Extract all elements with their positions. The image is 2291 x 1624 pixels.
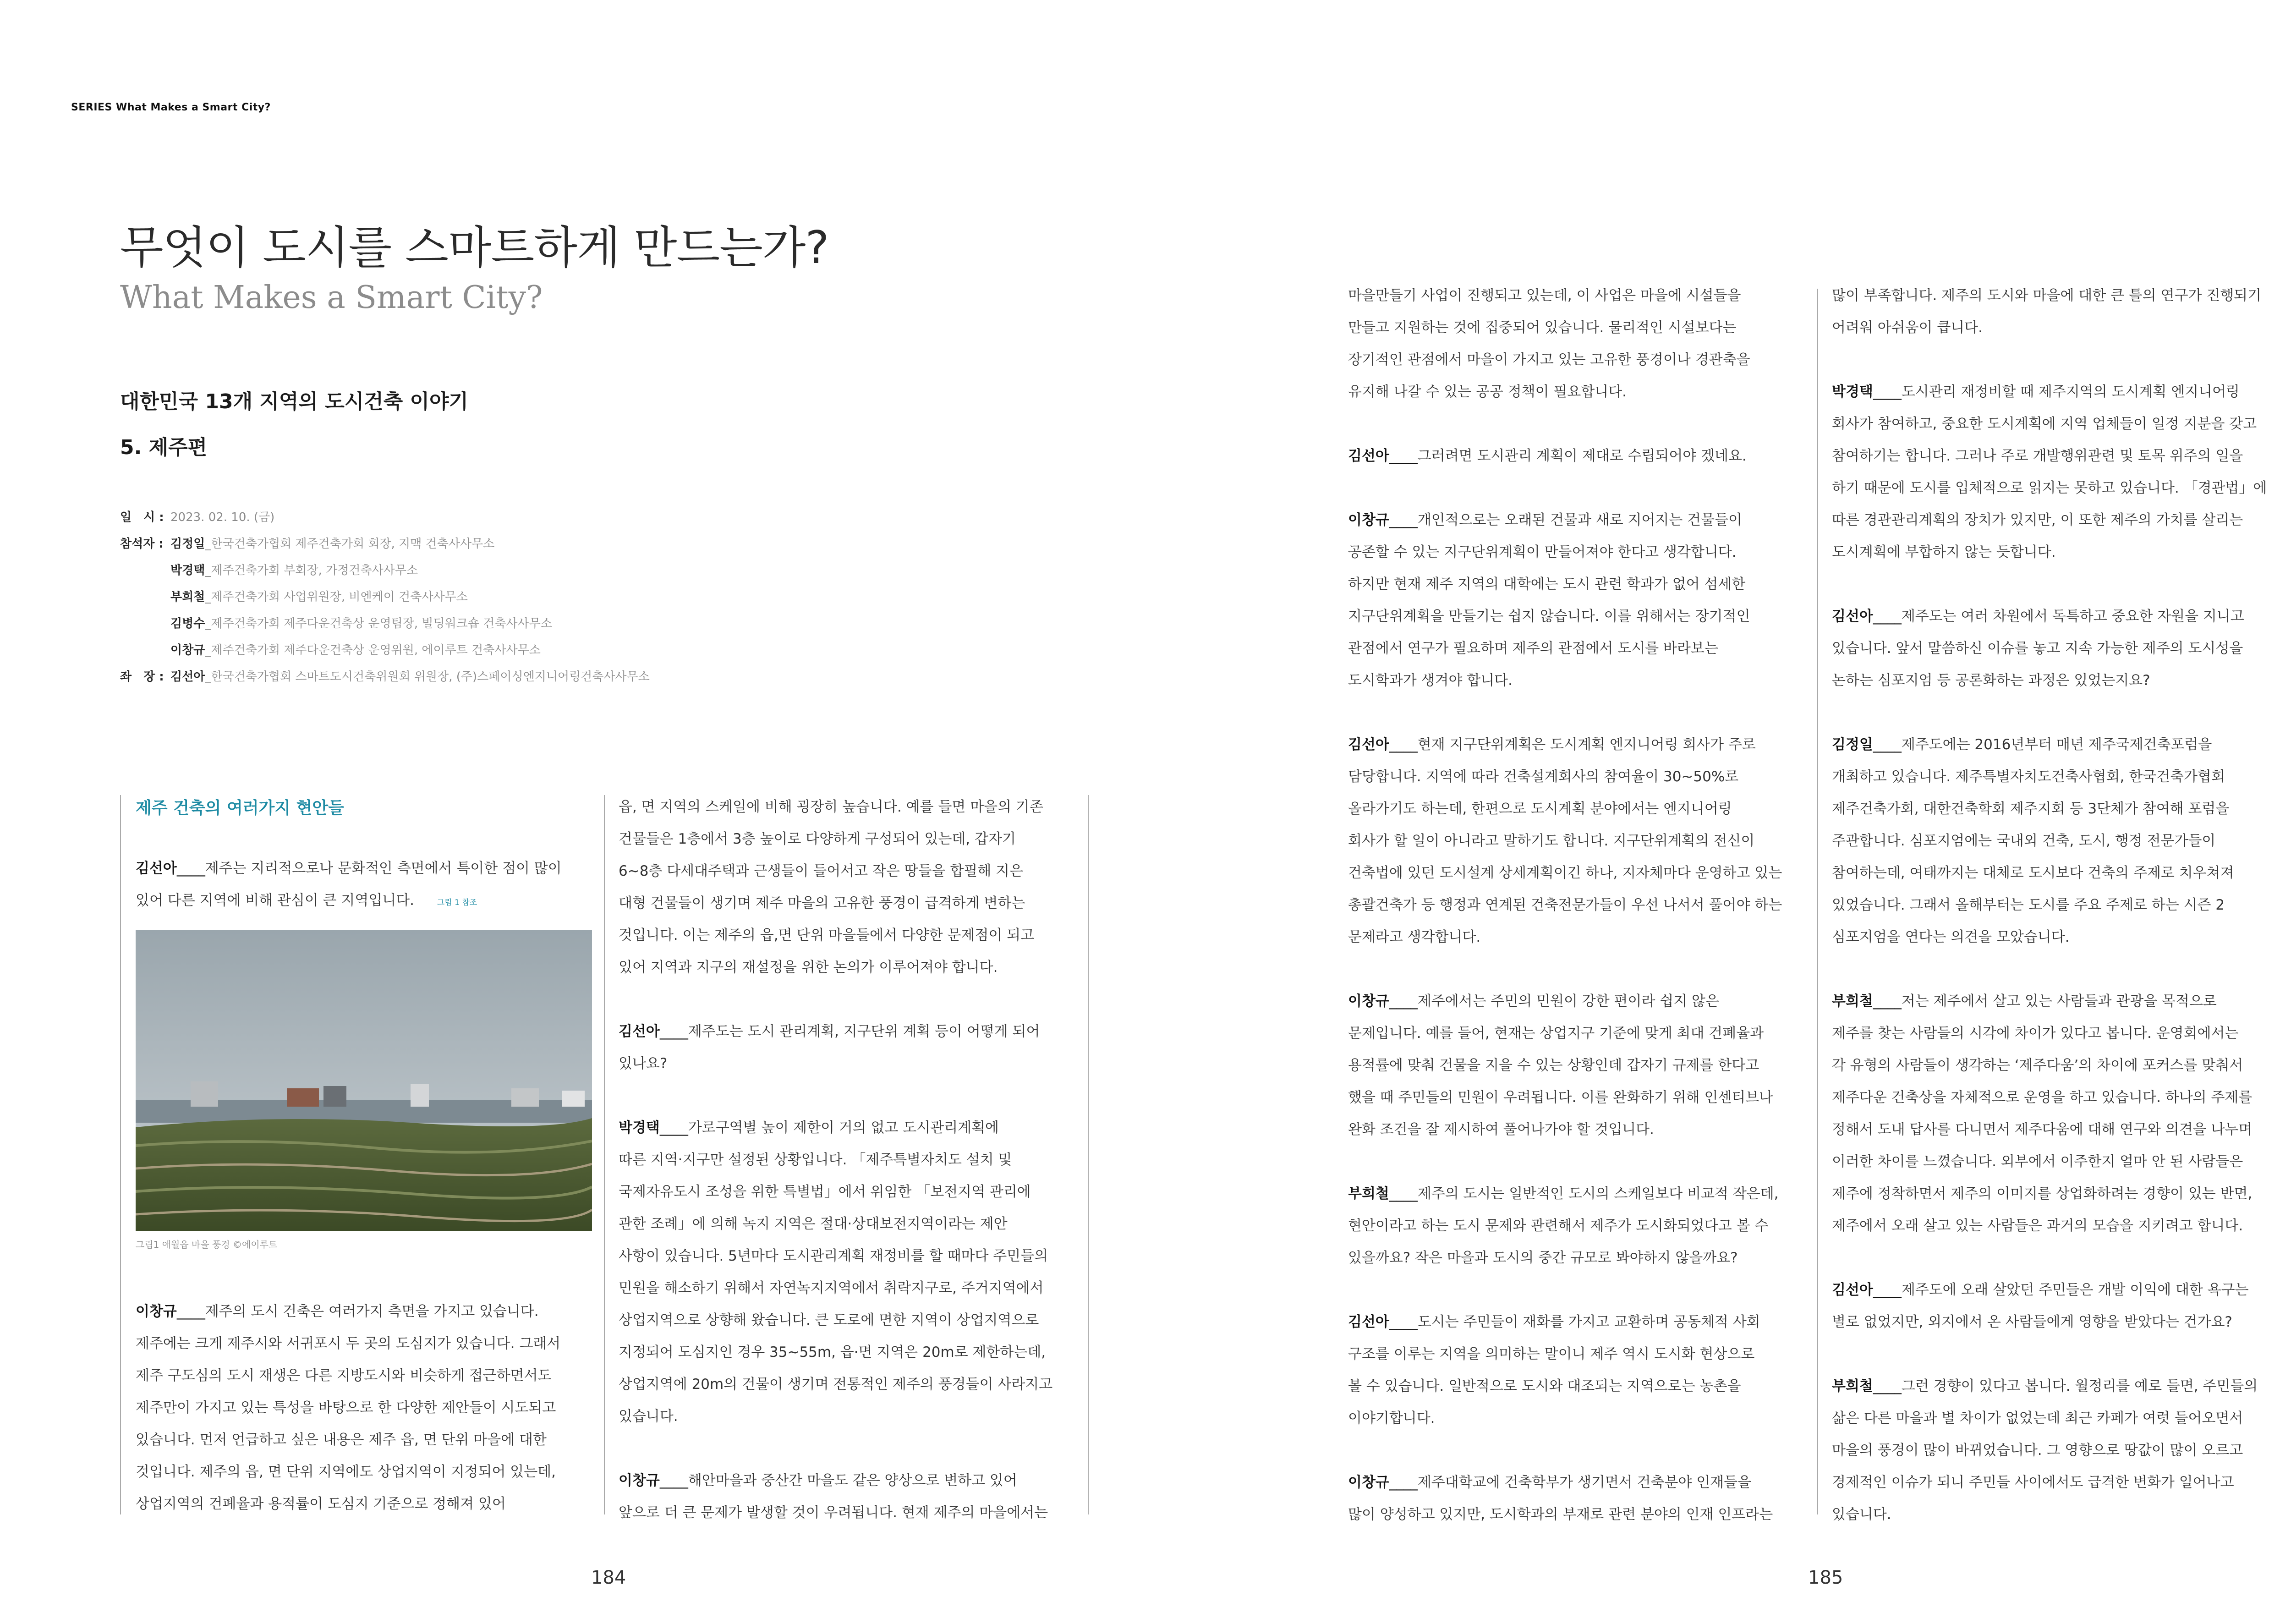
speaker-name: 부희철	[1348, 1185, 1389, 1202]
paragraph-gap	[619, 1080, 1052, 1112]
line-text: 정해서 도내 답사를 다니면서 제주다움에 대해 연구와 의견을 나누며	[1832, 1121, 2253, 1138]
line-text: 올라가기도 하는데, 한편으로 도시계획 분야에서는 엔지니어링	[1348, 801, 1732, 817]
line-text: 마을만들기 사업이 진행되고 있는데, 이 사업은 마을에 시설들을	[1348, 287, 1741, 304]
line-text: 주관합니다. 심포지엄에는 국내외 건축, 도시, 행정 전문가들이	[1832, 833, 2216, 849]
line-text: 지구단위계획을 만들기는 쉽지 않습니다. 이를 위해서는 장기적인	[1348, 608, 1750, 625]
line-text: 저는 제주에서 살고 있는 사람들과 관광을 목적으로	[1901, 993, 2217, 1010]
speaker-dash: ____	[1873, 993, 1902, 1010]
text-line	[1348, 1049, 1782, 1081]
line-text: 참여하는데, 여태까지는 대체로 도시보다 건축의 주제로 치우쳐져	[1832, 865, 2234, 881]
text-line	[1832, 1049, 2267, 1081]
figure-reference: 그림 1 참조	[437, 898, 477, 907]
line-text: 제주에 정착하면서 제주의 이미지를 상업화하려는 경향이 있는 반면,	[1832, 1185, 2253, 1202]
line-text: 있습니다.	[1832, 1506, 1891, 1523]
paragraph-gap	[1348, 953, 1782, 985]
line-text: 볼 수 있습니다. 일반적으로 도시와 대조되는 지역으로는 농촌을	[1348, 1378, 1741, 1394]
text-line	[136, 884, 562, 916]
line-text: 제주에서는 주민의 민원이 강한 편이라 쉽지 않은	[1417, 993, 1719, 1010]
paragraph-gap	[1832, 953, 2267, 985]
line-text: 그러려면 도시관리 계획이 제대로 수립되어야 겠네요.	[1417, 448, 1747, 464]
column-4	[1832, 280, 2267, 1531]
column-1-bottom	[136, 1295, 560, 1520]
line-text: 있습니다.	[619, 1408, 678, 1425]
text-line	[619, 887, 1052, 919]
column-rule	[604, 795, 605, 1514]
column-1-top	[136, 852, 562, 916]
participant-name: 부희철	[170, 590, 205, 604]
paragraph-gap	[1348, 1434, 1782, 1466]
moderator-name: 김선아	[170, 670, 205, 684]
text-line	[1832, 376, 2267, 408]
meta-participant-row	[120, 557, 650, 584]
line-text: 개최하고 있습니다. 제주특별자치도건축사협회, 한국건축가협회	[1832, 768, 2225, 785]
date-value: 2023. 02. 10. (금)	[170, 510, 275, 524]
line-text: 만들고 지원하는 것에 집중되어 있습니다. 물리적인 시설보다는	[1348, 319, 1737, 336]
line-text: 있습니다. 앞서 말씀하신 이슈를 놓고 지속 가능한 제주의 도시성을	[1832, 640, 2243, 657]
subtitle-series: 대한민국 13개 지역의 도시건축 이야기	[120, 390, 469, 413]
line-text: 현재 지구단위계획은 도시계획 엔지니어링 회사가 주로	[1417, 736, 1756, 753]
text-line	[1832, 1114, 2267, 1146]
text-line	[1832, 857, 2267, 889]
line-text: 있었습니다. 그래서 올해부터는 도시를 주요 주제로 하는 시즌 2	[1832, 897, 2225, 913]
line-text: 많이 양성하고 있지만, 도시학과의 부재로 관련 분야의 인재 인프라는	[1348, 1506, 1773, 1523]
line-text: 완화 조건을 잘 제시하여 풀어나가야 할 것입니다.	[1348, 1121, 1654, 1138]
page-title-english: What Makes a Smart City?	[120, 280, 543, 316]
text-line	[1832, 504, 2267, 536]
participants-label: 참석자 :	[120, 537, 164, 551]
line-text: 사항이 있습니다. 5년마다 도시관리계획 재정비를 할 때마다 주민들의	[619, 1248, 1048, 1264]
text-line	[1348, 793, 1782, 825]
text-line	[1832, 1146, 2267, 1178]
meta-info	[120, 504, 650, 690]
line-text: 관한 조례」에 의해 녹지 지역은 절대·상대보전지역이라는 제안	[619, 1216, 1008, 1232]
speaker-name: 박경택	[1832, 384, 1873, 400]
text-line	[619, 1144, 1052, 1176]
text-line	[619, 791, 1052, 823]
line-text: 심포지엄을 연다는 의견을 모았습니다.	[1832, 929, 2070, 945]
paragraph-gap	[1832, 568, 2267, 600]
text-line	[1348, 1498, 1782, 1531]
line-text: 도시관리 재정비할 때 제주지역의 도시계획 엔지니어링	[1901, 384, 2240, 400]
text-line	[1348, 921, 1782, 953]
meta-participant-row	[120, 610, 650, 637]
speaker-dash: ____	[1389, 512, 1418, 528]
participant-affiliation: _한국건축가협회 제주건축가회 회장, 지맥 건축사사무소	[205, 537, 495, 551]
speaker-name: 박경택	[619, 1119, 660, 1136]
line-text: 별로 없었지만, 외지에서 온 사람들에게 영향을 받았다는 건가요?	[1832, 1314, 2232, 1330]
speaker-dash: ____	[1389, 1185, 1418, 1202]
participant-name: 이창규	[170, 643, 205, 657]
line-text: 있어 다른 지역에 비해 관심이 큰 지역입니다.	[136, 892, 415, 909]
running-header	[71, 102, 271, 113]
line-text: 제주도에 오래 살았던 주민들은 개발 이익에 대한 욕구는	[1901, 1282, 2249, 1298]
speaker-dash: ____	[1389, 736, 1418, 753]
text-line	[619, 1400, 1052, 1432]
text-line	[619, 1240, 1052, 1272]
speaker-dash: ____	[1389, 1314, 1418, 1330]
line-text: 지정되어 도심지인 경우 35~55m, 읍·면 지역은 20m로 제한하는데,	[619, 1344, 1046, 1361]
paragraph-gap	[619, 1432, 1052, 1465]
line-text: 회사가 참여하고, 중요한 도시계획에 지역 업체들이 일정 지분을 갖고	[1832, 416, 2257, 432]
text-line	[619, 1368, 1052, 1400]
text-line	[1832, 408, 2267, 440]
text-line	[619, 1304, 1052, 1336]
text-line	[1832, 1017, 2267, 1049]
column-rule	[120, 795, 121, 1514]
line-text: 총괄건축가 등 행정과 연계된 건축전문가들이 우선 나서서 풀어야 하는	[1348, 897, 1782, 913]
speaker-name: 김선아	[1348, 448, 1389, 464]
participant-affiliation: _제주건축가회 부회장, 가정건축사사무소	[205, 564, 418, 577]
speaker-dash: ____	[659, 1023, 688, 1040]
line-text: 삶은 다른 마을과 별 차이가 없었는데 최근 카페가 여럿 들어오면서	[1832, 1410, 2243, 1426]
moderator-affiliation: _한국건축가협회 스마트도시건축위원회 위원장, (주)스페이싱엔지니어링건축사사무소	[205, 670, 650, 684]
moderator-label: 좌 장 :	[120, 670, 164, 684]
text-line	[619, 1272, 1052, 1304]
line-text: 담당합니다. 지역에 따라 건축설계회사의 참여율이 30~50%로	[1348, 768, 1739, 785]
text-line: 것입니다. 제주의 읍, 면 단위 지역에도 상업지역이 지정되어 있는데,	[136, 1464, 556, 1480]
line-text: 현안이라고 하는 도시 문제와 관련해서 제주가 도시화되었다고 볼 수	[1348, 1218, 1769, 1234]
text-line	[1348, 761, 1782, 793]
speaker-dash: ____	[1873, 1378, 1902, 1394]
line-text: 그런 경향이 있다고 봅니다. 월정리를 예로 들면, 주민들의	[1901, 1378, 2258, 1394]
line-text: 문제입니다. 예를 들어, 현재는 상업지구 기준에 맞게 최대 건폐율과	[1348, 1025, 1764, 1042]
line-text: 문제라고 생각합니다.	[1348, 929, 1481, 945]
speaker-dash: ____	[1389, 448, 1418, 464]
text-line	[619, 855, 1052, 887]
line-text: 건물들은 1층에서 3층 높이로 다양하게 구성되어 있는데, 갑자기	[619, 831, 1016, 847]
text-line	[1832, 1210, 2267, 1242]
text-line: 있습니다. 먼저 언급하고 싶은 내용은 제주 읍, 면 단위 마을에 대한	[136, 1432, 547, 1448]
speaker-name: 김선아	[1348, 736, 1389, 753]
line-text: 경제적인 이슈가 되니 주민들 사이에서도 급격한 변화가 일어나고	[1832, 1474, 2234, 1491]
date-label: 일 시 :	[120, 510, 164, 524]
text-line	[1832, 1274, 2267, 1306]
line-text: 공존할 수 있는 지구단위계획이 만들어져야 한다고 생각합니다.	[1348, 544, 1737, 560]
text-line	[1832, 793, 2267, 825]
line-text: 마을의 풍경이 많이 바뀌었습니다. 그 영향으로 땅값이 많이 오르고	[1832, 1442, 2243, 1459]
line-text: 많이 부족합니다. 제주의 도시와 마을에 대한 큰 틀의 연구가 진행되기	[1832, 287, 2262, 304]
paragraph-gap	[1832, 697, 2267, 729]
text-line	[619, 1497, 1052, 1529]
text-line	[1832, 921, 2267, 953]
line-text: 있을까요? 작은 마을과 도시의 중간 규모로 봐야하지 않을까요?	[1348, 1250, 1738, 1266]
text-line	[1348, 825, 1782, 857]
text-line	[1348, 440, 1782, 472]
text-line	[1348, 504, 1782, 536]
line-text: 구조를 이루는 지역을 의미하는 말이니 제주 역시 도시화 현상으로	[1348, 1346, 1755, 1362]
text-line: 상업지역의 건폐율과 용적률이 도심지 기준으로 정해져 있어	[136, 1496, 506, 1512]
text-line: 제주만이 가지고 있는 특성을 바탕으로 한 다양한 제안들이 시도되고	[136, 1399, 556, 1416]
paragraph-gap	[1832, 1338, 2267, 1370]
participant-affiliation: _제주건축가회 제주다운건축상 운영팀장, 빌딩워크숍 건축사사무소	[205, 617, 552, 631]
column-2	[619, 791, 1052, 1529]
participant-name: 김정일	[170, 537, 205, 551]
line-text: 제주다운 건축상을 자체적으로 운영을 하고 있습니다. 하나의 주제를	[1832, 1089, 2253, 1106]
text-line	[619, 1015, 1052, 1048]
text-line	[1832, 1402, 2267, 1434]
text-line	[1348, 600, 1782, 632]
text-line	[1348, 1210, 1782, 1242]
line-text: 하기 때문에 도시를 입체적으로 읽지는 못하고 있습니다. 「경관법」에	[1832, 480, 2267, 496]
text-line	[1348, 1242, 1782, 1274]
text-line	[1348, 1370, 1782, 1402]
text-line	[619, 1336, 1052, 1368]
line-text: 제주의 도시는 일반적인 도시의 스케일보다 비교적 작은데,	[1417, 1185, 1779, 1202]
text-line	[1348, 536, 1782, 568]
line-text: 민원을 해소하기 위해서 자연녹지지역에서 취락지구로, 주거지역에서	[619, 1280, 1044, 1296]
line-text: 관점에서 연구가 필요하며 제주의 관점에서 도시를 바라보는	[1348, 640, 1718, 657]
text-line	[1832, 312, 2267, 344]
text-line: 제주 구도심의 도시 재생은 다른 지방도시와 비슷하게 접근하면서도	[136, 1367, 552, 1384]
speaker-dash: ____	[1389, 1474, 1418, 1491]
line-text: 제주건축가회, 대한건축학회 제주지회 등 3단체가 참여해 포럼을	[1832, 801, 2230, 817]
line-text: 따른 경관관리계획의 장치가 있지만, 이 또한 제주의 가치를 살리는	[1832, 512, 2243, 528]
line-text: 참여하기는 합니다. 그러나 주로 개발행위관련 및 토목 위주의 일을	[1832, 448, 2243, 464]
text-line	[1832, 280, 2267, 312]
text-line	[1832, 1498, 2267, 1531]
line-text: 제주도에는 2016년부터 매년 제주국제건축포럼을	[1901, 736, 2212, 753]
text-line	[619, 1112, 1052, 1144]
line-text: 것입니다. 이는 제주의 읍,면 단위 마을들에서 다양한 문제점이 되고	[619, 927, 1035, 944]
line-text: 상업지역에 20m의 건물이 생기며 전통적인 제주의 풍경들이 사라지고	[619, 1376, 1053, 1393]
line-text: 어려워 아쉬움이 큽니다.	[1832, 319, 1983, 336]
line-text: 도시학과가 생겨야 합니다.	[1348, 672, 1513, 689]
section-heading: 제주 건축의 여러가지 현안들	[136, 799, 344, 817]
text-line	[1348, 1402, 1782, 1434]
column-rule	[1817, 289, 1818, 1514]
text-line	[1348, 1114, 1782, 1146]
speaker-name: 이창규	[619, 1472, 660, 1489]
line-text: 했을 때 주민들의 민원이 우려됩니다. 이를 완화하기 위해 인센티브나	[1348, 1089, 1773, 1106]
participant-name: 박경택	[170, 564, 205, 577]
page-number-right: 185	[1808, 1567, 1843, 1588]
line-text: 있어 지역과 지구의 재설정을 위한 논의가 이루어져야 합니다.	[619, 959, 998, 976]
line-text: 읍, 면 지역의 스케일에 비해 굉장히 높습니다. 예를 들면 마을의 기존	[619, 799, 1043, 815]
text-line	[1832, 1466, 2267, 1498]
line-text: 제주는 지리적으로나 문화적인 측면에서 특이한 점이 많이	[205, 860, 562, 877]
speaker-dash: ____	[659, 1119, 688, 1136]
speaker-name: 이창규	[1348, 993, 1389, 1010]
participant-affiliation: _제주건축가회 사업위원장, 비엔케이 건축사사무소	[205, 590, 468, 604]
text-line	[1832, 1081, 2267, 1114]
meta-participant-row	[120, 584, 650, 610]
speaker-name: 김선아	[1832, 608, 1873, 625]
series-label: SERIES	[71, 102, 112, 113]
text-line	[1348, 857, 1782, 889]
paragraph-gap	[1348, 1146, 1782, 1178]
paragraph-gap	[1348, 472, 1782, 504]
column-3	[1348, 280, 1782, 1531]
speaker-dash: ____	[176, 1303, 205, 1320]
text-line	[136, 1295, 560, 1328]
speaker-name: 김선아	[619, 1023, 660, 1040]
line-text: 논하는 심포지엄 등 공론화하는 과정은 있었는지요?	[1832, 672, 2150, 689]
page-number-left: 184	[591, 1567, 626, 1588]
text-line	[619, 951, 1052, 983]
text-line	[1348, 376, 1782, 408]
text-line	[619, 1176, 1052, 1208]
text-line	[619, 919, 1052, 951]
paragraph-gap	[1832, 1242, 2267, 1274]
line-text: 개인적으로는 오래된 건물과 새로 지어지는 건물들이	[1417, 512, 1742, 528]
speaker-dash: ____	[1873, 384, 1902, 400]
text-line	[1348, 1017, 1782, 1049]
meta-date-row	[120, 504, 650, 531]
line-text: 장기적인 관점에서 마을이 가지고 있는 고유한 풍경이나 경관축을	[1348, 351, 1750, 368]
participant-name: 김병수	[170, 617, 205, 631]
line-text: 도시는 주민들이 재화를 가지고 교환하며 공동체적 사회	[1417, 1314, 1760, 1330]
page-title-korean: 무엇이 도시를 스마트하게 만드는가?	[120, 222, 829, 274]
text-line	[136, 852, 562, 884]
line-text: 용적률에 맞춰 건물을 지을 수 있는 상황인데 갑자기 규제를 한다고	[1348, 1057, 1759, 1074]
text-line	[1832, 600, 2267, 632]
text-line	[1348, 985, 1782, 1017]
speaker-name: 이창규	[1348, 512, 1389, 528]
speaker-dash: ____	[1873, 736, 1902, 753]
line-text: 유지해 나갈 수 있는 공공 정책이 필요합니다.	[1348, 384, 1627, 400]
text-line: 제주에는 크게 제주시와 서귀포시 두 곳의 도심지가 있습니다. 그래서	[136, 1335, 561, 1352]
text-line	[1832, 889, 2267, 921]
text-line	[1348, 729, 1782, 761]
line-text: 하지만 현재 제주 지역의 대학에는 도시 관련 학과가 없어 섬세한	[1348, 576, 1746, 593]
speaker-name: 김선아	[1348, 1314, 1389, 1330]
paragraph-gap	[1348, 408, 1782, 440]
line-text: 이러한 차이를 느꼈습니다. 외부에서 이주한지 얼마 안 된 사람들은	[1832, 1153, 2243, 1170]
line-text: 각 유형의 사람들이 생각하는 ‘제주다움’의 차이에 포커스를 맞춰서	[1832, 1057, 2243, 1074]
paragraph-gap	[1832, 344, 2267, 376]
text-line	[1832, 985, 2267, 1017]
subtitle-episode: 5. 제주편	[120, 436, 208, 459]
text-line	[1832, 632, 2267, 664]
text-line	[1832, 1178, 2267, 1210]
text-line	[1348, 568, 1782, 600]
text-line	[1348, 1338, 1782, 1370]
line-text: 이야기합니다.	[1348, 1410, 1435, 1426]
line-text: 앞으로 더 큰 문제가 발생할 것이 우려됩니다. 현재 제주의 마을에서는	[619, 1504, 1048, 1521]
text-line	[1832, 440, 2267, 472]
speaker-name: 부희철	[1832, 1378, 1873, 1394]
speaker-name: 김선아	[136, 860, 177, 877]
line-text: 제주도는 도시 관리계획, 지구단위 계획 등이 어떻게 되어	[688, 1023, 1040, 1040]
line-text: 대형 건물들이 생기며 제주 마을의 고유한 풍경이 급격하게 변하는	[619, 895, 1025, 911]
text-line	[1348, 280, 1782, 312]
text-line	[1348, 1178, 1782, 1210]
line-text: 회사가 할 일이 아니라고 말하기도 합니다. 지구단위계획의 전신이	[1348, 833, 1755, 849]
text-line	[1832, 761, 2267, 793]
line-text: 제주대학교에 건축학부가 생기면서 건축분야 인재들을	[1417, 1474, 1752, 1491]
speaker-dash: ____	[659, 1472, 688, 1489]
text-line	[1348, 889, 1782, 921]
line-text: 도시계획에 부합하지 않는 듯합니다.	[1832, 544, 2056, 560]
speaker-dash: ____	[1873, 608, 1902, 625]
text-line	[1348, 344, 1782, 376]
paragraph-gap	[1348, 697, 1782, 729]
paragraph-gap	[619, 983, 1052, 1015]
line-text: 6~8층 다세대주택과 근생들이 들어서고 작은 땅들을 합필해 지은	[619, 863, 1024, 879]
line-text: 따른 지역·지구만 설정된 상황입니다. 「제주특별자치도 설치 및	[619, 1152, 1012, 1168]
line-text: 제주를 찾는 사람들의 시각에 차이가 있다고 봅니다. 운영회에서는	[1832, 1025, 2239, 1042]
text-line	[1832, 1306, 2267, 1338]
line-text: 제주도는 여러 차원에서 독특하고 중요한 자원을 지니고	[1901, 608, 2244, 625]
speaker-name: 이창규	[1348, 1474, 1389, 1491]
village-photo	[136, 930, 592, 1231]
text-line	[1832, 729, 2267, 761]
text-line	[1348, 1306, 1782, 1338]
text-line	[619, 823, 1052, 855]
line-text: 제주에서 오래 살고 있는 사람들은 과거의 모습을 지키려고 합니다.	[1832, 1218, 2243, 1234]
line-text: 있나요?	[619, 1055, 668, 1072]
text-line	[1832, 472, 2267, 504]
text-line	[619, 1208, 1052, 1240]
line-text: 건축법에 있던 도시설계 상세계획이긴 하나, 지자체마다 운영하고 있는	[1348, 865, 1782, 881]
meta-participant-row	[120, 637, 650, 664]
text-line	[1348, 1081, 1782, 1114]
text-line	[1348, 1466, 1782, 1498]
speaker-name: 부희철	[1832, 993, 1873, 1010]
participant-affiliation: _제주건축가회 제주다운건축상 운영위원, 에이루트 건축사사무소	[205, 643, 541, 657]
column-rule	[1088, 795, 1089, 1514]
text-line	[1832, 1370, 2267, 1402]
speaker-name: 김선아	[1832, 1282, 1873, 1298]
line-text: 제주의 도시 건축은 여러가지 측면을 가지고 있습니다.	[205, 1303, 539, 1320]
meta-moderator-row	[120, 664, 650, 690]
photo-caption: 그림1 애월읍 마을 풍경 ©에이루트	[136, 1239, 278, 1250]
text-line	[1348, 312, 1782, 344]
speaker-dash: ____	[1389, 993, 1418, 1010]
text-line	[1348, 632, 1782, 664]
speaker-dash: ____	[176, 860, 205, 877]
text-line	[619, 1048, 1052, 1080]
text-line	[1832, 536, 2267, 568]
speaker-name: 김정일	[1832, 736, 1873, 753]
speaker-name: 이창규	[136, 1303, 177, 1320]
paragraph-gap	[1348, 1274, 1782, 1306]
line-text: 상업지역으로 상향해 왔습니다. 큰 도로에 면한 지역이 상업지역으로	[619, 1312, 1039, 1328]
text-line	[1832, 825, 2267, 857]
text-line	[1832, 664, 2267, 697]
meta-participant-row	[120, 531, 650, 557]
speaker-dash: ____	[1873, 1282, 1902, 1298]
line-text: 가로구역별 높이 제한이 거의 없고 도시관리계획에	[688, 1119, 999, 1136]
text-line	[1348, 664, 1782, 697]
text-line	[619, 1465, 1052, 1497]
line-text: 해안마을과 중산간 마을도 같은 양상으로 변하고 있어	[688, 1472, 1017, 1489]
text-line	[1832, 1434, 2267, 1466]
series-name: What Makes a Smart City?	[116, 102, 271, 113]
line-text: 국제자유도시 조성을 위한 특별법」에서 위임한 「보전지역 관리에	[619, 1184, 1031, 1200]
